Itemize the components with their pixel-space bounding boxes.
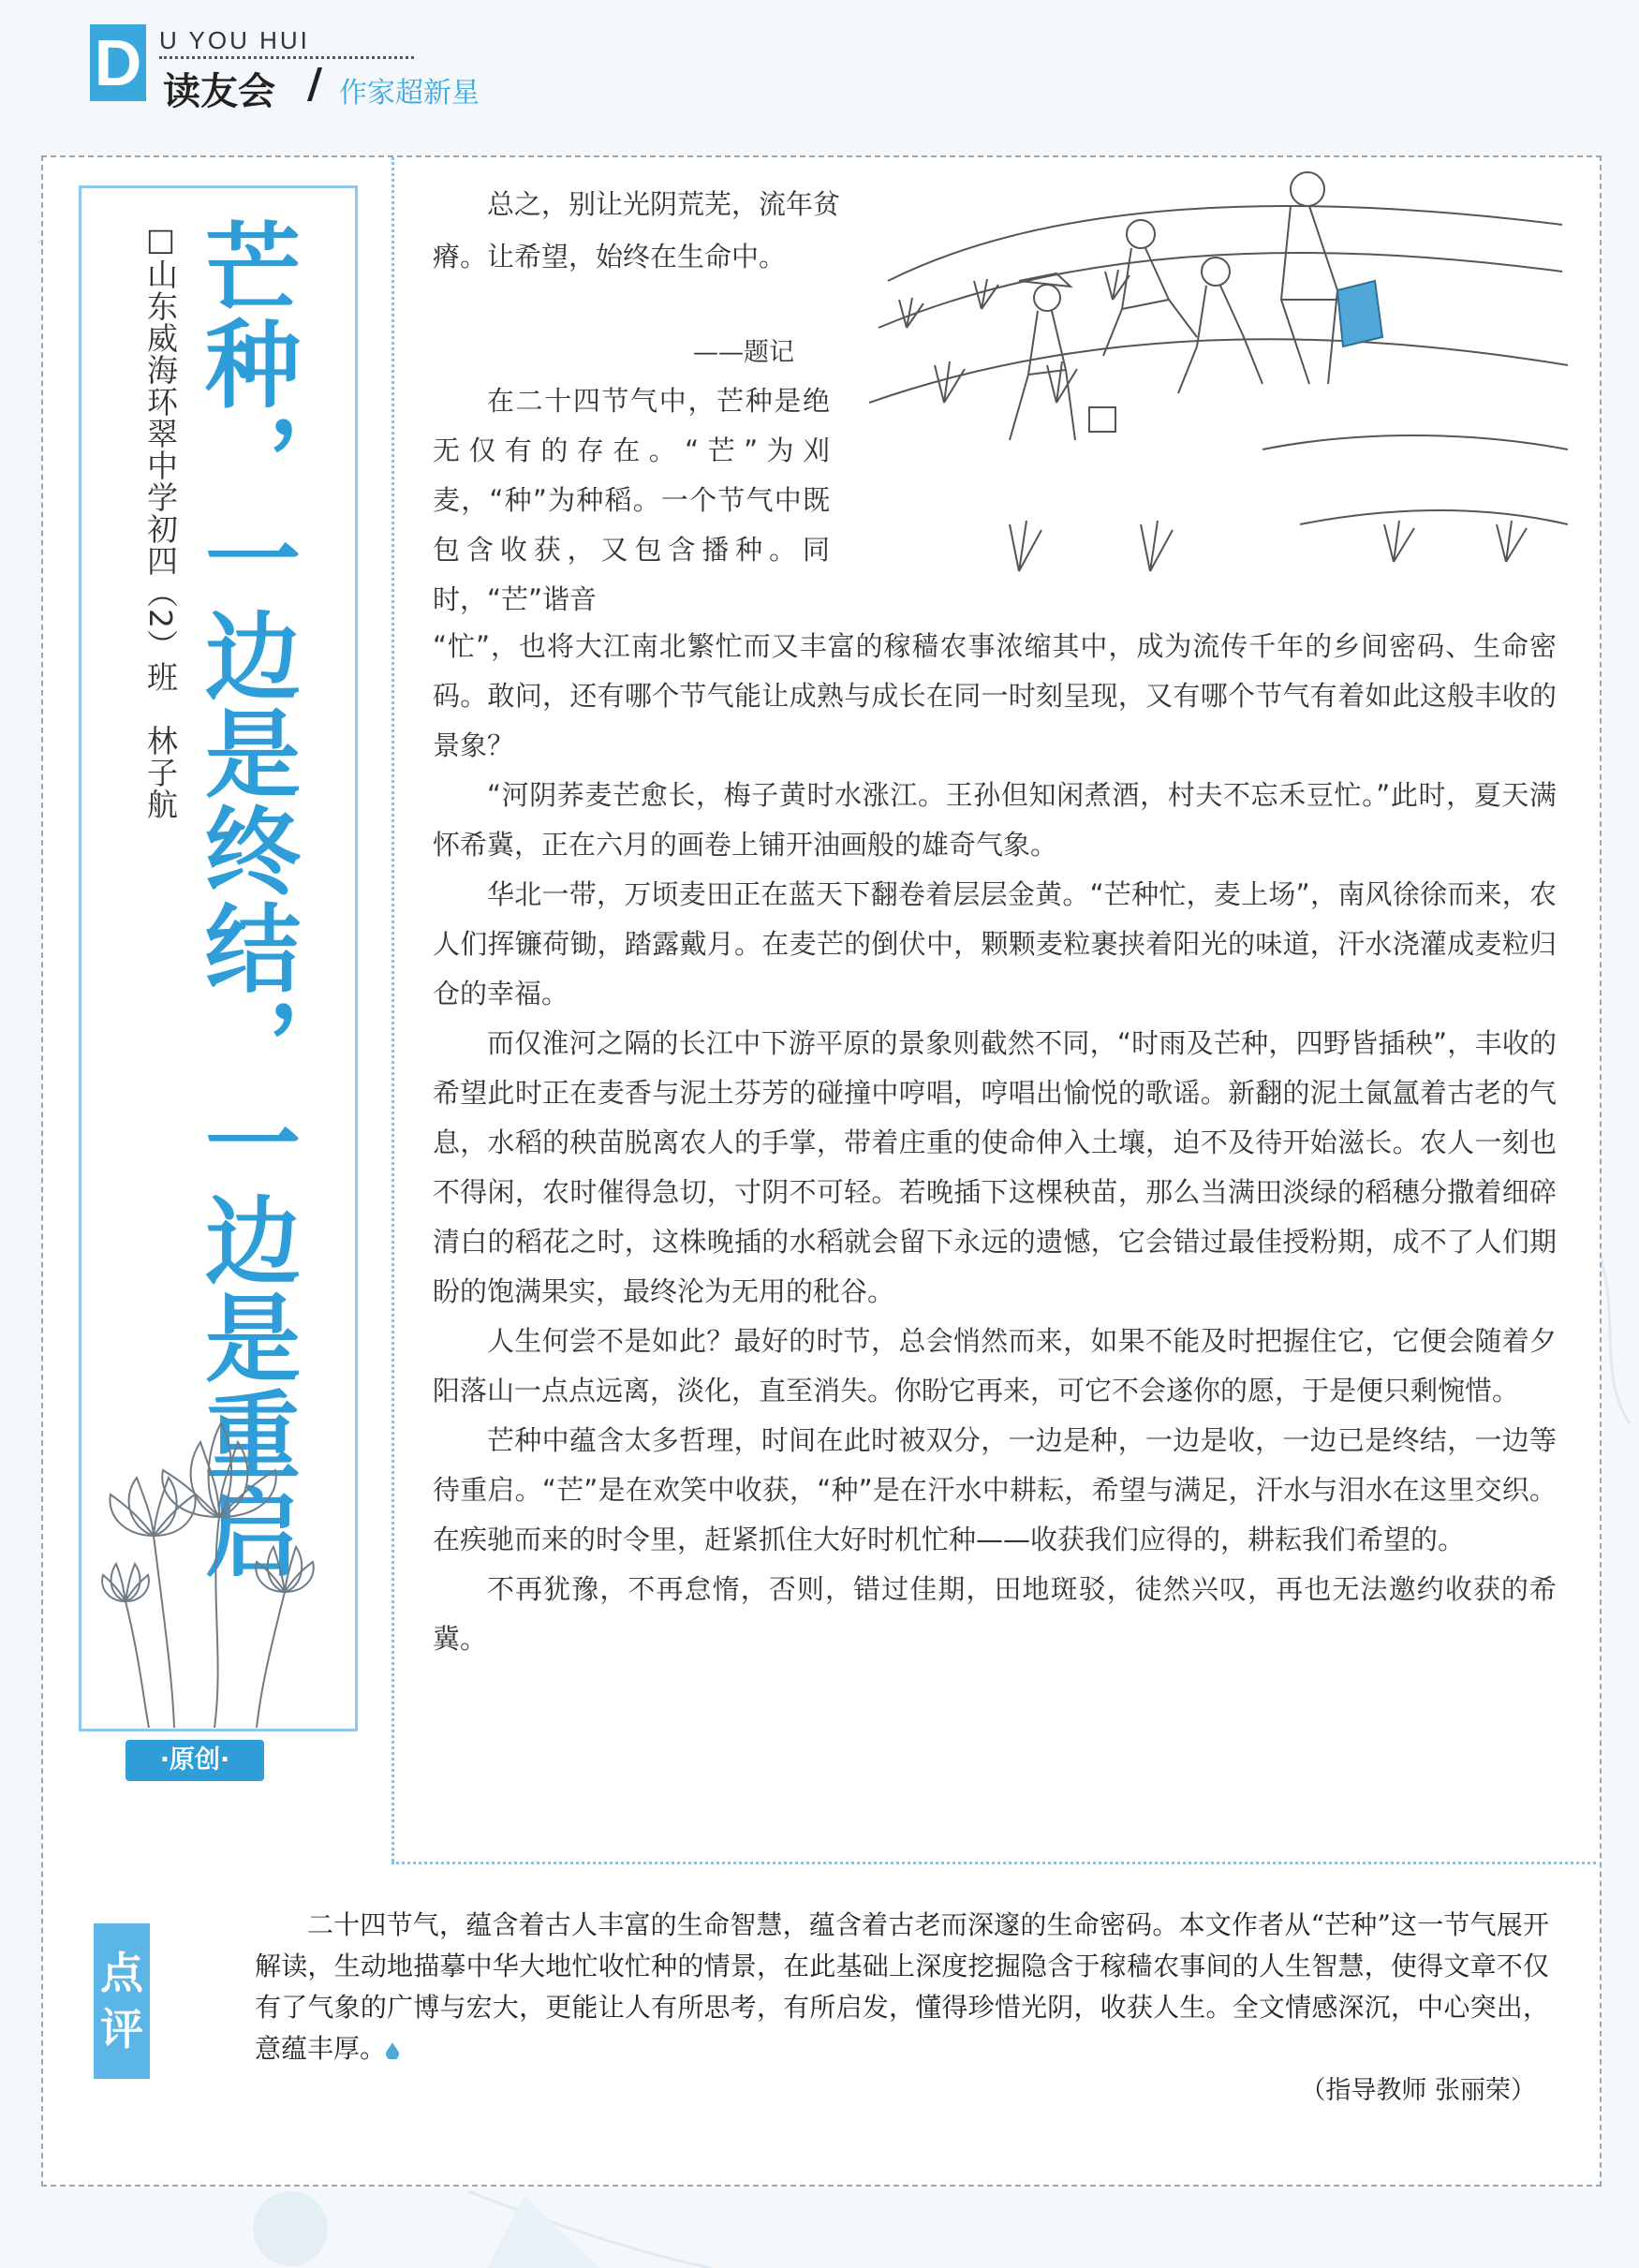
epigraph: 总之，别让光阴荒芜，流年贫瘠。让希望，始终在生命中。 <box>433 188 841 272</box>
paragraph: 而仅淮河之隔的长江中下游平原的景象则截然不同，“时雨及芒种，四野皆插秧”，丰收的希望此时正在麦香与泥土芬芳的碰撞中哼唱，哼唱出愉悦的歌谣。新翻的泥土氤氲着古老的气息，水稻的秧苗脱离农人的手掌，带着庄重的使命伸入土壤，迫不及待开始滋长。农人一刻也不得闲，农时催得急切，寸阴不可轻。若晚插下这棵秧苗，那么当满田淡绿的稻穗分撒着细碎清白的稻花之时，这株晚插的水稻就会留下永远的遗憾，它会错过最佳授粉期，成不了人们期盼的饱满果实，最终沦为无用的秕谷。 <box>433 1027 1557 1307</box>
water-drop-icon <box>386 2042 399 2059</box>
paragraph-1-end: “忙”，也将大江南北繁忙而又丰富的稼穑农事浓缩其中，成为流传千年的乡间密码、生命密码。敢问，还有哪个节气能让成熟与成长在同一时刻呈现，又有哪个节气有着如此这般丰收的景象？ <box>433 630 1557 761</box>
original-tag: ·原创· <box>126 1740 264 1781</box>
review-text <box>255 1905 1549 2069</box>
farming-illustration <box>869 169 1568 582</box>
author-line: □山东威海环翠中学初四（2）班 林子航 <box>142 221 179 820</box>
column-divider <box>391 157 394 1862</box>
lotus-illustration <box>69 1405 350 1728</box>
column-name: 作家超新星 <box>339 77 480 110</box>
article-body <box>433 622 1557 1664</box>
review-label-char: 评 <box>100 2004 143 2054</box>
magazine-header <box>90 24 483 113</box>
review-body: 二十四节气，蕴含着古人丰富的生命智慧，蕴含着古老而深邃的生命密码。本文作者从“芒种”这一节气展开解读，生动地描摹中华大地忙收忙种的情景，在此基础上深度挖掘隐含于稼穑农事间的人生智慧，使得文章不仅有了气象的广博与宏大，更能让人有所思考，有所启发，懂得珍惜光阴，收获人生。全文情感深沉，中心突出，意蕴丰厚。 <box>255 1909 1549 2064</box>
section-divider <box>391 1862 1596 1864</box>
paragraph: 不再犹豫，不再怠惰，否则，错过佳期，田地斑驳，徒然兴叹，再也无法邀约收获的希冀。 <box>433 1573 1557 1655</box>
logo-letter: D <box>90 24 146 101</box>
teacher-credit: （指导教师 张丽荣） <box>1300 2076 1536 2105</box>
logo-pinyin: U YOU HUI <box>159 26 310 54</box>
paragraph: 华北一带，万顷麦田正在蓝天下翻卷着层层金黄。“芒种忙，麦上场”，南风徐徐而来，农人们挥镰荷锄，踏露戴月。在麦芒的倒伏中，颗颗麦粒裹挟着阳光的味道，汗水浇灌成麦粒归仓的幸福。 <box>433 878 1557 1009</box>
paragraph: “河阴荞麦芒愈长，梅子黄时水涨江。王孙但知闲煮酒，村夫不忘禾豆忙。”此时，夏天满怀希冀，正在六月的画卷上铺开油画般的雄奇气象。 <box>433 779 1557 861</box>
logo-divider <box>159 56 414 59</box>
article-title: 芒种，一边是终结，一边是重启 <box>189 217 301 1581</box>
review-label <box>94 1923 150 2079</box>
magazine-name: 读友会 <box>163 70 275 113</box>
review-label-char: 点 <box>100 1948 143 1998</box>
paragraph: 人生何尝不是如此？最好的时节，总会悄然而来，如果不能及时把握住它，它便会随着夕阳落山一点点远离，淡化，直至消失。你盼它再来，可它不会遂你的愿，于是便只剩惋惜。 <box>433 1325 1557 1406</box>
epigraph-attribution: ——题记 <box>693 338 794 367</box>
paragraph-1-start: 在二十四节气中，芒种是绝无仅有的存在。“芒”为刈麦，“种”为种稻。一个节气中既包含收获，又包含播种。同时，“芒”谐音 <box>433 385 830 615</box>
logo-slash: / <box>307 60 323 108</box>
paragraph: 芒种中蕴含太多哲理，时间在此时被双分，一边是种，一边是收，一边已是终结，一边等待重启。“芒”是在欢笑中收获，“种”是在汗水中耕耘，希望与满足，汗水与泪水在这里交织。在疾驰而来的时令里，赶紧抓住大好时机忙种——收获我们应得的，耕耘我们希望的。 <box>433 1424 1557 1555</box>
